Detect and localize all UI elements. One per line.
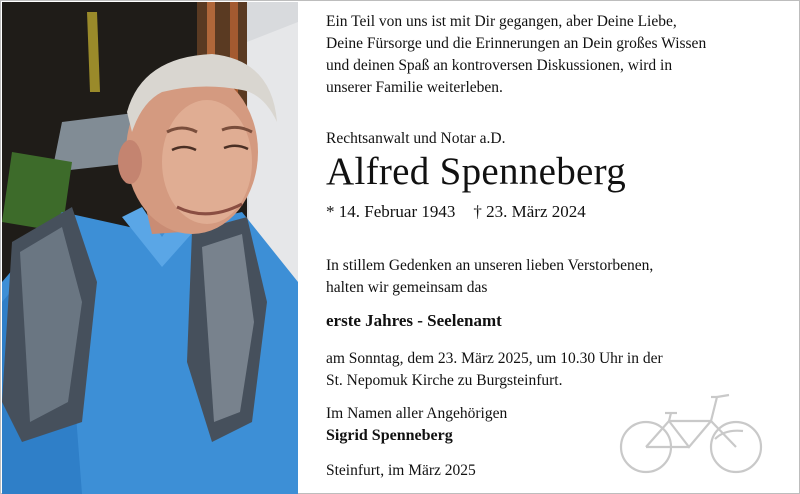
- bicycle-icon: [619, 391, 765, 477]
- service-line: St. Nepomuk Kirche zu Burgsteinfurt.: [326, 372, 563, 389]
- intro-line: unserer Familie weiterleben.: [326, 79, 503, 96]
- service-line: am Sonntag, dem 23. März 2025, um 10.30 Uhr in der: [326, 350, 663, 367]
- event-name: erste Jahres - Seelenamt: [326, 311, 502, 330]
- signoff-line: Im Namen aller Angehörigen: [326, 405, 508, 422]
- intro-line: Ein Teil von uns ist mit Dir gegangen, aber Deine Liebe,: [326, 13, 677, 30]
- signoff: [326, 403, 507, 447]
- memorial-text: [326, 255, 776, 299]
- service-details: [326, 348, 776, 392]
- portrait-photo: [2, 2, 298, 494]
- portrait-illustration: [2, 2, 298, 494]
- life-dates: [326, 202, 586, 222]
- signer-name: Sigrid Spenneberg: [326, 427, 453, 444]
- profession-title: Rechtsanwalt und Notar a.D.: [326, 130, 506, 147]
- birth-date: * 14. Februar 1943: [326, 202, 456, 221]
- intro-verse: [326, 11, 776, 99]
- intro-line: Deine Fürsorge und die Erinnerungen an Dein großes Wissen: [326, 35, 707, 52]
- memorial-line: In stillem Gedenken an unseren lieben Verstorbenen,: [326, 257, 654, 274]
- intro-line: und deinen Spaß an kontroversen Diskussionen, wird in: [326, 57, 673, 74]
- place-date: Steinfurt, im März 2025: [326, 462, 476, 479]
- death-date: † 23. März 2024: [473, 202, 586, 221]
- deceased-name: Alfred Spenneberg: [326, 150, 627, 193]
- memorial-line: halten wir gemeinsam das: [326, 279, 488, 296]
